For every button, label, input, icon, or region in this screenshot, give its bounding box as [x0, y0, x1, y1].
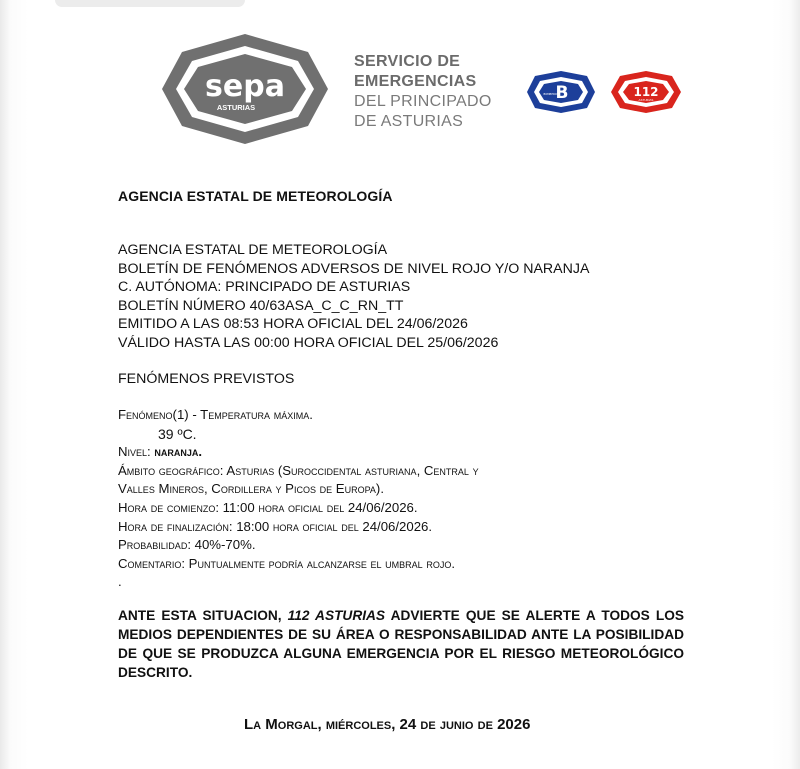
trailing-dot: .: [118, 574, 122, 590]
bulletin-line: BOLETÍN NÚMERO 40/63ASA_C_C_RN_TT: [118, 297, 404, 314]
logo-subtext: ASTURIAS: [216, 103, 256, 112]
nivel-label: Nivel:: [118, 444, 151, 460]
badge-112-text: ASTURIAS: [638, 98, 654, 102]
org-name-line: EMERGENCIAS: [354, 73, 477, 90]
ambito-line: Ámbito geográfico: Asturias (Suroccidental asturiana, Central y: [118, 462, 479, 478]
nivel-row: [118, 443, 479, 462]
document-heading: AGENCIA ESTATAL DE METEOROLOGÍA: [118, 188, 393, 204]
phenomenon-details: [118, 406, 479, 592]
hora-comienzo: Hora de comienzo: 11:00 hora oficial del 24/06/2026.: [118, 499, 418, 515]
warning-text: ANTE ESTA SITUACION,: [118, 608, 288, 623]
svg-text:B: B: [555, 83, 569, 103]
org-name-line: DEL PRINCIPADO: [354, 93, 492, 110]
nivel-value: naranja.: [154, 444, 203, 460]
org-name-line: SERVICIO DE: [354, 53, 461, 70]
bomberos-badge-icon: [525, 69, 597, 115]
bulletin-line: C. AUTÓNOMA: PRINCIPADO DE ASTURIAS: [118, 279, 411, 295]
warning-text: ADVIERTE QUE SE ALERTE A TODOS LOS MEDIOS DEPENDIENTES DE SU ÁREA O RESPONSABILIDAD ANTE LA POSIBILIDAD DE QUE SE PRODUZCA ALGUNA EMERGENCIA POR EL RIESGO METEOROLÓGICO DESCRITO.: [118, 608, 685, 680]
section-title: FENÓMENOS PREVISTOS: [118, 371, 295, 387]
warning-emphasis: 112 ASTURIAS: [287, 608, 386, 623]
warning-paragraph: [118, 606, 684, 682]
emergency-112-badge-icon: [609, 69, 683, 115]
hora-finalizacion: Hora de finalización: 18:00 hora oficial del 24/06/2026.: [118, 518, 433, 534]
bulletin-info: [118, 241, 589, 352]
comentario: Comentario: Puntualmente podría alcanzarse el umbral rojo.: [118, 555, 456, 571]
bulletin-line: AGENCIA ESTATAL DE METEOROLOGÍA: [118, 242, 388, 258]
phenomenon-line: Fenómeno(1) - Temperatura máxima.: [118, 407, 313, 422]
bulletin-line: EMITIDO A LAS 08:53 HORA OFICIAL DEL 24/06/2026: [118, 316, 468, 332]
page-fold-shadow: [55, 0, 245, 7]
bulletin-line: VÁLIDO HASTA LAS 00:00 HORA OFICIAL DEL 25/06/2026: [118, 334, 499, 351]
ambito-line: Valles Mineros, Cordillera y Picos de Europa).: [118, 481, 384, 497]
org-name: [354, 52, 492, 132]
logo-wordmark: sepa: [205, 69, 285, 104]
org-name-line: DE ASTURIAS: [354, 113, 464, 130]
badge-bomberos-text: BOMBEROS: [543, 93, 559, 96]
badge-112-number: 112: [633, 85, 659, 99]
phenomenon-value: 39 ºC.: [158, 425, 197, 442]
signature-line: La Morgal, miércoles, 24 de junio de 2026: [244, 716, 531, 733]
sepa-logo: [160, 30, 330, 148]
bulletin-line: BOLETÍN DE FENÓMENOS ADVERSOS DE NIVEL ROJO Y/O NARANJA: [118, 260, 590, 277]
probabilidad: Probabilidad: 40%-70%.: [118, 537, 256, 553]
